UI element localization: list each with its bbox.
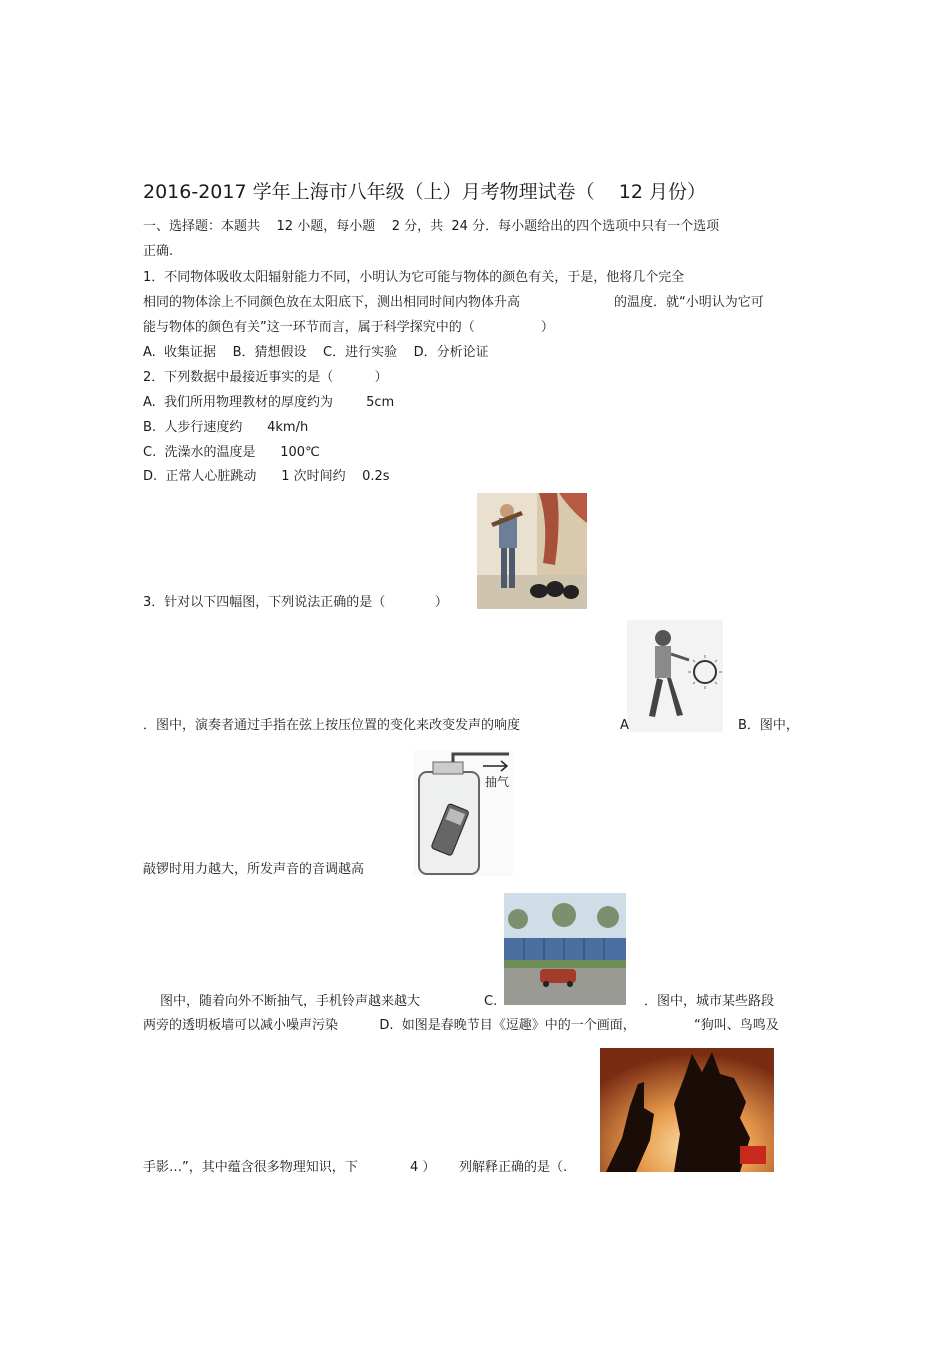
q3-option-d-quote: “狗叫、鸟鸣及 [694,1018,779,1033]
q1-options: A. 收集证据 B．猜想假设 C．进行实验 D．分析论证 [143,345,489,360]
q3-option-a-text: ．图中，演奏者通过手指在弦上按压位置的变化来改变发声的响度 [143,718,521,733]
sound-barrier-image [504,893,626,1005]
q3-stem: 3．针对以下四幅图，下列说法正确的是（ ） [143,595,448,610]
q3-option-d-end-c: 列解释正确的是（. [459,1160,568,1175]
q1-stem-line2a: 相同的物体涂上不同颜色放在太阳底下，测出相同时间内物体升高 [143,295,521,310]
q3-option-b-label: B．图中， [738,718,799,733]
q1-stem-line1: 1．不同物体吸收太阳辐射能力不同，小明认为它可能与物体的颜色有关，于是，他将几个完全 [143,270,685,285]
q2-option-d: D. 正常人心脏跳动 1 次时间约 0.2s [143,469,390,484]
gong-image [627,620,723,732]
q2-option-c: C. 洗澡水的温度是 100℃ [143,445,320,460]
jar-phone-image [413,750,513,876]
q2-option-b: B. 人步行速度约 4km/h [143,420,309,435]
q3-option-d-line: 两旁的透明板墙可以减小噪声污染 D. 如图是春晚节目《逗趣》中的一个画面， [143,1018,636,1033]
q3-option-d-end-b: 4 ） [410,1160,436,1175]
section-header: 一、选择题：本题共 12 小题，每小题 2 分，共 24 分．每小题给出的四个选项中只有一个选项 [143,219,720,234]
q3-option-c-label: C. [484,994,498,1009]
q2-option-a: A. 我们所用物理教材的厚度约为 5cm [143,395,395,410]
q1-stem-line2b: 的温度．就“小明认为它可 [614,295,764,310]
q2-stem: 2．下列数据中最接近事实的是（ ） [143,370,388,385]
q3-option-c-text: 图中，随着向外不断抽气，手机铃声越来越大 [160,994,421,1009]
violinist-image [477,493,587,609]
q3-option-d-pre: ．图中，城市某些路段 [644,994,775,1009]
q3-option-b-text: 敲锣时用力越大，所发声音的音调越高 [143,862,365,877]
q3-option-a-label: A [620,718,629,733]
q3-option-d-end-a: 手影…”，其中蕴含很多物理知识，下 [143,1160,358,1175]
q1-stem-line3: 能与物体的颜色有关”这一环节而言，属于科学探究中的（ ） [143,320,554,335]
section-header-cont: 正确. [143,244,174,259]
hand-shadow-image [600,1048,774,1172]
jar-label: 抽气 [485,775,510,789]
page-title: 2016-2017 学年上海市八年级（上）月考物理试卷（ 12 月份） [143,181,706,203]
